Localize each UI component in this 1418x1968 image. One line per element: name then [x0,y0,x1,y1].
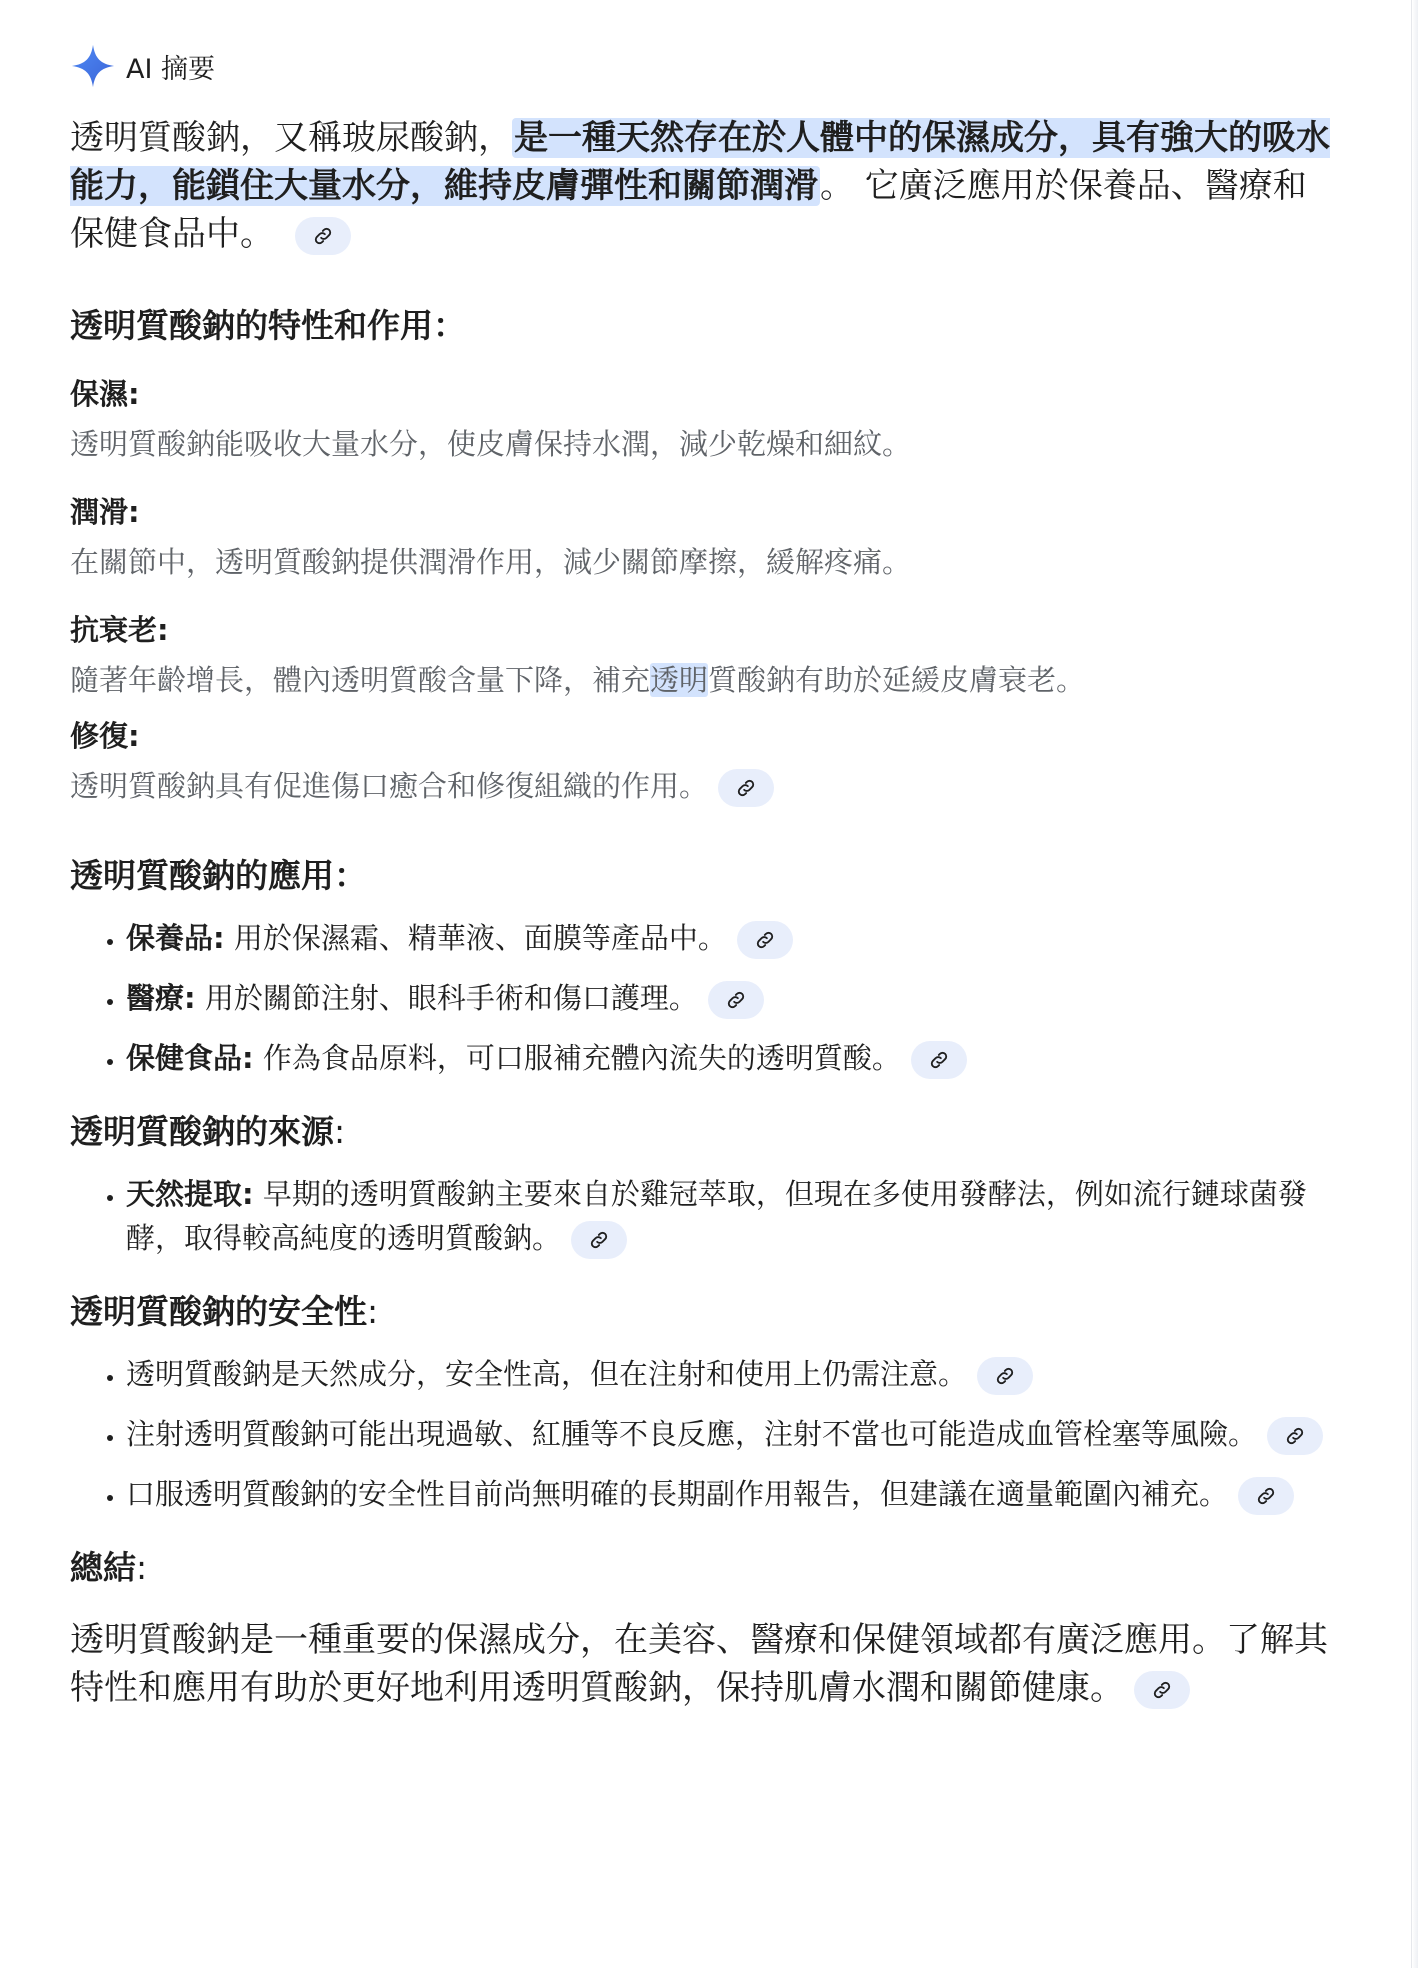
link-icon [725,989,747,1011]
properties-heading: 透明質酸鈉的特性和作用： [70,306,466,345]
property-item [70,716,1340,808]
property-desc: 在關節中，透明質酸鈉提供潤滑作用，減少關節摩擦，緩解疼痛。 [70,545,912,579]
list-item [126,976,1340,1020]
list-item [126,916,1340,960]
list-item-term: 保養品: [126,921,225,955]
link-icon [754,929,776,951]
source-link-button[interactable] [1134,1671,1190,1709]
source-link-button[interactable] [911,1041,967,1079]
list-item [126,1352,1340,1396]
list-item [126,1412,1340,1456]
scrollbar-edge[interactable] [1411,0,1418,1968]
heading-colon: : [334,1112,346,1151]
link-icon [928,1049,950,1071]
source-link-button[interactable] [1267,1417,1323,1455]
property-item [70,492,1340,584]
list-item-text: 透明質酸鈉是天然成分，安全性高，但在注射和使用上仍需注意。 [126,1357,968,1391]
property-term: 保濕: [70,377,140,411]
sources-heading [70,1110,1340,1154]
ai-overview-header [70,38,1340,94]
list-item-term: 天然提取: [126,1177,254,1211]
intro-text-after: 。 它廣泛應用於保養品、醫療和保健食品中。 [70,166,1307,254]
property-term: 修復: [70,719,140,753]
list-item-text: 口服透明質酸鈉的安全性目前尚無明確的長期副作用報告，但建議在適量範圍內補充。 [126,1477,1229,1511]
list-item-text: 用於保濕霜、精華液、面膜等產品中。 [224,921,727,955]
source-link-button[interactable] [571,1221,627,1259]
link-icon [1151,1679,1173,1701]
applications-heading: 透明質酸鈉的應用： [70,856,367,895]
property-term: 潤滑: [70,495,140,529]
property-item [70,610,1340,702]
intro-highlight: 是一種天然存在於人體中的保濕成分，具有強大的吸水能力，能鎖住大量水分，維持皮膚彈性和關節潤滑 [70,118,1330,206]
list-item [126,1036,1340,1080]
selected-text: 透明 [650,663,709,697]
link-icon [994,1365,1016,1387]
safety-heading-text: 透明質酸鈉的安全性 [70,1292,367,1331]
ai-overview [70,38,1340,1746]
source-link-button[interactable] [1238,1477,1294,1515]
heading-colon: : [136,1548,148,1587]
property-desc [70,764,1340,808]
list-item-text: 早期的透明質酸鈉主要來自於雞冠萃取，但現在多使用發酵法，例如流行鏈球菌發酵，取得較高純度的透明質酸鈉。 [126,1177,1307,1255]
safety-heading [70,1290,1340,1334]
safety-list [70,1352,1340,1516]
list-item-text: 作為食品原料，可口服補充體內流失的透明質酸。 [253,1041,901,1075]
link-icon [735,777,757,799]
property-desc [70,658,1340,702]
sparkle-icon [70,43,116,89]
conclusion-heading [70,1546,1340,1590]
source-link-button[interactable] [718,769,774,807]
heading-colon: : [367,1292,379,1331]
property-desc-text: 透明質酸鈉具有促進傷口癒合和修復組織的作用。 [70,769,709,803]
list-item-text: 注射透明質酸鈉可能出現過敏、紅腫等不良反應，注射不當也可能造成血管栓塞等風險。 [126,1417,1258,1451]
ai-overview-title: AI 摘要 [126,53,216,85]
list-item-term: 醫療: [126,981,196,1015]
list-item-text: 用於關節注射、眼科手術和傷口護理。 [195,981,698,1015]
conclusion-heading-text: 總結 [70,1548,136,1587]
source-link-button[interactable] [977,1357,1033,1395]
sources-heading-text: 透明質酸鈉的來源 [70,1112,334,1151]
property-term: 抗衰老: [70,613,169,647]
list-item [126,1172,1340,1260]
list-item [126,1472,1340,1516]
conclusion-paragraph [70,1616,1340,1712]
source-link-button[interactable] [708,981,764,1019]
property-item [70,374,1340,466]
property-desc: 透明質酸鈉能吸收大量水分，使皮膚保持水潤，減少乾燥和細紋。 [70,427,912,461]
source-link-button[interactable] [737,921,793,959]
list-item-term: 保健食品: [126,1041,254,1075]
source-link-button[interactable] [295,217,351,255]
conclusion-text: 透明質酸鈉是一種重要的保濕成分，在美容、醫療和保健領域都有廣泛應用。了解其特性和應用有助於更好地利用透明質酸鈉，保持肌膚水潤和關節健康。 [70,1620,1328,1708]
intro-text-before: 透明質酸鈉，又稱玻尿酸鈉， [70,118,512,158]
property-desc-after: 質酸鈉有助於延緩皮膚衰老。 [708,663,1086,697]
intro-paragraph [70,114,1340,258]
applications-list [70,916,1340,1080]
link-icon [1284,1425,1306,1447]
link-icon [588,1229,610,1251]
sources-list [70,1172,1340,1260]
link-icon [1255,1485,1277,1507]
link-icon [312,225,334,247]
property-desc-before: 隨著年齡增長，體內透明質酸含量下降，補充 [70,663,651,697]
